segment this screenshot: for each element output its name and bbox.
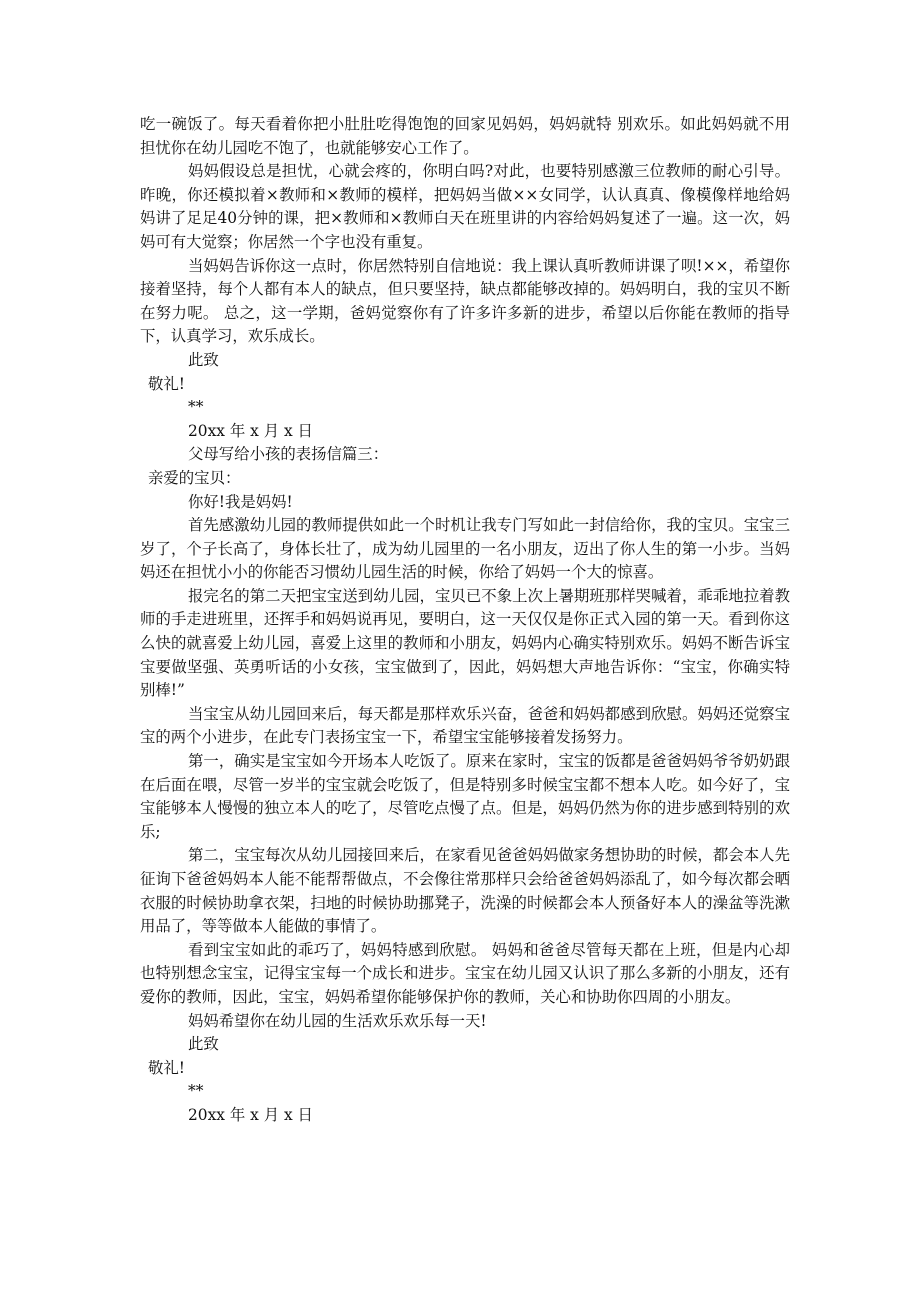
- section-title: 父母写给小孩的表扬信篇三：: [188, 445, 389, 464]
- paragraph: 妈妈希望你在幼儿园的生活欢乐欢乐每一天!: [188, 1011, 487, 1030]
- signature: **: [188, 1082, 204, 1101]
- date-line: 20xx 年 x 月 x 日: [188, 421, 313, 440]
- paragraph: 第一，确实是宝宝如今开场本人吃饭了。原来在家时，宝宝的饭都是爸爸妈妈爷爷奶奶跟在后面在喂，尽管一岁半的宝宝就会吃饭了，但是特别多时候宝宝都不想本人吃。如今好了，宝宝能够本人慢慢的独立本人的吃了，尽管吃点慢了点。但是，妈妈仍然为你的进步感到特别的欢乐;: [140, 752, 790, 841]
- closing-line: 此致: [188, 350, 219, 369]
- paragraph: 报完名的第二天把宝宝送到幼儿园，宝贝已不象上次上暑期班那样哭喊着，乖乖地拉着教师的手走进班里，还挥手和妈妈说再见，要明白，这一天仅仅是你正式入园的第一天。看到你这么快的就喜爱上幼儿园，喜爱上这里的教师和小朋友，妈妈内心确实特别欢乐。妈妈不断告诉宝宝要做坚强、英勇听话的小女孩，宝宝做到了，因此，妈妈想大声地告诉你：“宝宝，你确实特别棒!”: [140, 586, 790, 700]
- paragraph: 第二，宝宝每次从幼儿园接回来后，在家看见爸爸妈妈做家务想协助的时候，都会本人先征询下爸爸妈妈本人能不能帮帮做点，不会像往常那样只会给爸爸妈妈添乱了，如今每次都会晒衣服的时候协助拿衣架，扫地的时候协助挪凳子，洗澡的时候都会本人预备好本人的澡盆等洗漱用品了，等等做本人能做的事情了。: [140, 846, 790, 936]
- signature: **: [188, 398, 204, 417]
- greeting-line: 亲爱的宝贝：: [148, 468, 241, 487]
- paragraph: 吃一碗饭了。每天看着你把小肚肚吃得饱饱的回家见妈妈，妈妈就特 别欢乐。如此妈妈就不用担忧你在幼儿园吃不饱了，也就能够安心工作了。: [140, 115, 790, 157]
- salutation-line: 敬礼!: [148, 1058, 185, 1077]
- paragraph: 首先感激幼儿园的教师提供如此一个时机让我专门写如此一封信给你，我的宝贝。宝宝三岁了，个子长高了，身体长壮了，成为幼儿园里的一名小朋友，迈出了你人生的第一小步。当妈妈还在担忧小小的你能否习惯幼儿园生活的时候，你给了妈妈一个大的惊喜。: [140, 516, 790, 582]
- closing-line: 此致: [188, 1035, 219, 1054]
- paragraph: 当妈妈告诉你这一点时，你居然特别自信地说：我上课认真听教师讲课了呗!××，希望你接着坚持，每个人都有本人的缺点，但只要坚持，缺点都能够改掉的。妈妈明白，我的宝贝不断在努力呢。 总之，这一学期，爸妈觉察你有了许多许多新的进步，希望以后你能在教师的指导下，认真学习，欢乐成长。: [140, 256, 790, 346]
- date-line: 20xx 年 x 月 x 日: [188, 1105, 313, 1124]
- salutation-line: 敬礼!: [148, 374, 185, 393]
- paragraph: 妈妈假设总是担忧，心就会疼的，你明白吗?对此，也要特别感激三位教师的耐心引导。 昨晚，你还模拟着×教师和×教师的模样，把妈妈当做××女同学，认认真真、像模像样地给妈妈讲了足足40分钟的课，把×教师和×教师白天在班里讲的内容给妈妈复述了一遍。这一次，妈妈可有大觉察；你居然一个字也没有重复。: [140, 162, 790, 251]
- paragraph: 看到宝宝如此的乖巧了，妈妈特感到欣慰。 妈妈和爸爸尽管每天都在上班，但是内心却也特别想念宝宝，记得宝宝每一个成长和进步。宝宝在幼儿园又认识了那么多新的小朋友，还有爱你的教师，因此，宝宝，妈妈希望你能够保护你的教师，关心和协助你四周的小朋友。: [140, 940, 790, 1006]
- hello-line: 你好!我是妈妈!: [188, 492, 293, 511]
- letter-body: [140, 113, 790, 1128]
- paragraph: 当宝宝从幼儿园回来后，每天都是那样欢乐兴奋，爸爸和妈妈都感到欣慰。妈妈还觉察宝宝的两个小进步，在此专门表扬宝宝一下，希望宝宝能够接着发扬努力。: [140, 704, 790, 747]
